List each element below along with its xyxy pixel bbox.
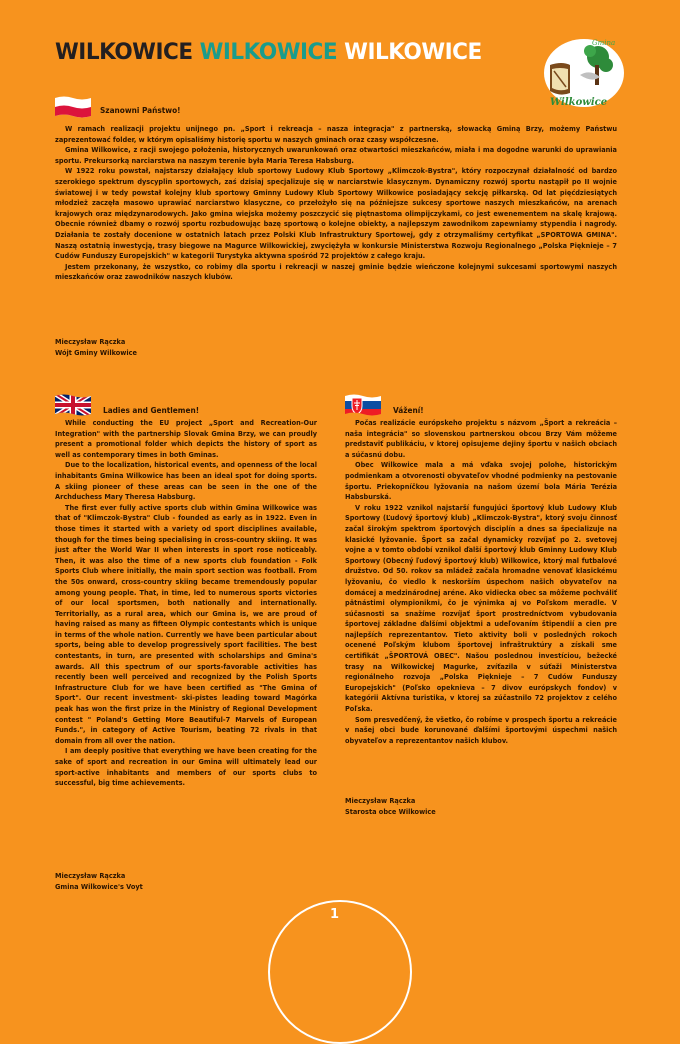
slovak-signature-title: Starosta obce Wilkowice: [345, 807, 436, 816]
slovak-paragraph: V roku 1922 vznikol najstarší fungujúci športový klub Ludowy Klub Sportowy (Ľudový športový klub) „Klimczok-Bystra", ktorý svoju činnosť začal širokým spektrom športových disciplín a dnes sa špecializuje na klasické lyžovanie. Šport sa začal dynamicky rozvíjať po 2. svetovej vojne a v tomto období vznikol ďalší športový klub Gminny Ludowy Klub Sportowy (Obecný ľudový športový klub) Wilkowice, ktorý mal futbalové družstvo. Od 50. rokov sa mládež začala hromadne venovať klasickému lyžovaniu, čo viedlo k neskorším úspechom našich obyvateľov na domácej a medzinárodnej aréne. Ako vidiecka obec sa môžeme pochváliť pätnástimi olympionikmi, čo je výnimka aj vo Poľskom meradle. V súčasnosti sa snažíme rozvíjať šport prostredníctvom vybudovania športovej základne ďalšími objektmi a udeľovaním štipendií a cien pre najlepších reprezentantov. Tieto aktivity boli v posledných rokoch ocenené Poľským klubom športovej infraštruktúry a získali sme certifikát „ŠPORTOVÁ OBEC". Našou poslednou investíciou, bežecké trasy na Wilkowickej Magurke, zvíťazila v súťaži Ministerstva regionálneho rozvoja „Polska Pięknieje – 7 Cudów Funduszy Europejskich" (Poľsko opeknieva – 7 divov európskych fondov) v kategórii Aktívna turistika, v ktorej sa zúčastnilo 72 projektov z celého Poľska.: [345, 502, 617, 714]
english-paragraph: I am deeply positive that everything we have been creating for the sake of sport and recreation in our Gmina will ultimately lead our sport-active inhabitants and members of our sports clubs to successful, big time achievements.: [55, 746, 317, 788]
gmina-wilkowice-logo: [540, 35, 625, 110]
english-paragraph: While conducting the EU project „Sport and Recreation-Our Integration" with the partnership Slovak Gmina Brzy, we can proudly present a promotional folder which depicts the history of sport as well as contemporary times in both Gminas.: [55, 418, 317, 459]
polish-paragraph: W 1922 roku powstał, najstarszy działający klub sportowy Ludowy Klub Sportowy „Klimczok-Bystra", który rozpoczynał działalność od bardzo szerokiego spektrum dyscyplin sportowych, zaś dzisiaj specjalizuje się w narciarstwie klasycznym. Dynamiczny rozwój sportu nastąpił po II wojnie światowej i w tedy powstał kolejny klub sportowy Gminny Ludowy Klub Sportowy Wilkowice posiadający sekcję piłkarską. Od lat pięćdziesiątych młodzież zaczęła masowo uprawiać narciarstwo klasyczne, co przełożyło się na późniejsze sukcesy sportowe naszych mieszkańców, na arenach krajowych oraz międzynarodowych. Jako gmina wiejska możemy poszczycić się piętnastoma olimpijczykami, co jest ewenementem na skalę krajową. Obecnie również dbamy o rozwój sportu rozbudowując bazę sportową o kolejne obiekty, a najlepszym zawodnikom zapewniamy stypendia i nagrody. Działania te zostały docenione w ostatnich latach przez Polski Klub Infrastruktury Sportowej, gdy z otrzymaliśmy certyfikat „SPORTOWA GMINA". Naszą ostatnią inwestycją, trasy biegowe na Magurce Wilkowickiej, zwyciężyła w konkursie Ministerstwa Rozwoju Regionalnego „Polska Pięknieje – 7 Cudów Funduszy Europejskich" w kategorii Turystyka aktywna spośród 72 projektów z całego kraju.: [55, 166, 617, 261]
title-part-1: WILKOWICE: [55, 40, 193, 65]
polish-paragraph: Jestem przekonany, że wszystko, co robimy dla sportu i rekreacji w naszej gminie będzie wieńczone kolejnymi sukcesami sportowymi naszych mieszkańców oraz zawodników naszych klubów.: [55, 261, 617, 282]
slovakia-flag-icon: [344, 393, 382, 417]
slovak-signature-name: Mieczysław Rączka: [345, 796, 416, 805]
page-title: [55, 40, 482, 65]
polish-signature-name: Mieczysław Rączka: [55, 337, 126, 346]
title-part-3: WILKOWICE: [344, 40, 482, 65]
logo-bottom-text: Wilkowice: [550, 97, 608, 108]
english-paragraph: The first ever fully active sports club within Gmina Wilkowice was that of "Klimczok-Bystra" Club - founded as early as in 1922. Even in those times it started with a variety od sport disciplines available, though for the times being specialising in cross-country skiing. It was just after the World War II when interests in sport rose noticeably. Then, it was also the time of a new sports club foundation - Folk Sports Club where initially, the main sport section was football. From the 50s onward, cross-country skiing became tremendously popular among young people. That, in time, led to numerous sports victories of our local sportsmen, both nationally and internationally. Territorially, as a rural area, which our Gmina is, we are proud of having raised as many as fifteen Olympic contestants which is unique in terms of the whole nation. Currently we have been particular about sports, being able to develop progressively sport facilities. The best contestants, in turn, are presented with scholarships and Gmina's awards. All this spectrum of our sports-favorable activities has recently been well perceived and recognized by the Polish Sports Infrastructure Club for we have been certified as "The Gmina of Sport". Our recent investment- ski-pistes leading toward Magórka peak has won the first prize in the Ministry of Regional Development contest " Poland's Getting More Beautiful-7 Marvels of European Funds.", in category of Active Tourism, beating 72 rivals in that domain from all over the nation.: [55, 502, 317, 745]
english-signature: [55, 870, 143, 892]
uk-flag-icon: [54, 393, 92, 417]
poland-flag-icon: [54, 95, 92, 119]
english-signature-name: Mieczysław Rączka: [55, 871, 126, 880]
english-signature-title: Gmina Wilkowice's Voyt: [55, 882, 143, 891]
polish-paragraph: Gmina Wilkowice, z racji swojego położenia, historycznych uwarunkowań oraz otwartości mieszkańców, miała i ma dogodne warunki do uprawiania sportu. Prekursorką narciarstwa na naszym terenie była Maria Teresa Habsburg.: [55, 145, 617, 165]
polish-signature-title: Wójt Gminy Wilkowice: [55, 348, 137, 357]
title-part-2: WILKOWICE: [199, 40, 338, 65]
slovak-paragraph: Obec Wilkowice mala a má vďaka svojej polohe, historickým podmienkam a otvorenosti obyvateľov vhodné podmienky na pestovanie športu. Priekopníčkou lyžovania na našom území bola Mária Terézia Habsburská.: [345, 460, 617, 502]
polish-paragraph: W ramach realizacji projektu unijnego pn. „Sport i rekreacja – nasza integracja" z partnerską, słowacką Gminą Brzy, możemy Państwu zaprezentować folder, w którym opisaliśmy historię sportu w naszych gminach oraz czasy współczesne.: [55, 124, 617, 144]
english-salutation: Ladies and Gentlemen!: [103, 405, 200, 415]
slovak-salutation: Vážení!: [393, 405, 424, 415]
english-paragraph: Due to the localization, historical events, and openness of the local inhabitants Gmina Wilkowice has been an ideal spot for doing sports. A skiing pioneer of these areas can be seen in the one of the Archduchess Mary Theresa Habsburg.: [55, 460, 317, 502]
slovak-paragraph: Počas realizácie európskeho projektu s názvom „Šport a rekreácia – naša integrácia" so slovenskou partnerskou obcou Brzy Vám môžeme predstaviť publikáciu, v ktorej opisujeme dejiny športu v našich obciach a súčasnú dobu.: [345, 418, 617, 459]
slovak-paragraph: Som presvedčený, že všetko, čo robíme v prospech športu a rekreácie v našej obci bude korunované ďalšími športovými úspechmi našich obyvateľov a reprezentantov našich klubov.: [345, 714, 617, 745]
slovak-signature: [345, 795, 436, 817]
page-number: 1: [330, 907, 340, 922]
english-text: [55, 418, 317, 789]
polish-signature: [55, 336, 137, 358]
polish-salutation: Szanowni Państwo!: [100, 105, 181, 115]
polish-text: [55, 124, 617, 283]
page-number-circle: [268, 900, 412, 1044]
logo-top-text: Gmina: [592, 39, 616, 47]
slovak-text: [345, 418, 617, 746]
